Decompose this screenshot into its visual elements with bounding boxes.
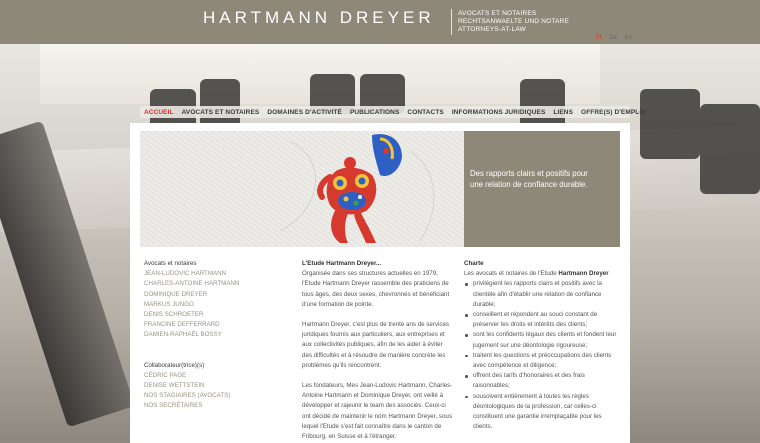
nav-accueil[interactable]: ACCUEIL: [144, 108, 174, 116]
person-link[interactable]: MARKUS JUNGO: [144, 300, 194, 308]
charte-item: offrent des tarifs d'honoraires et des frais raisonnables;: [464, 371, 620, 391]
person-link[interactable]: DENIS SCHROETER: [144, 311, 204, 319]
tagline-line: ATTORNEYS-AT-LAW: [458, 26, 526, 33]
charte-list: [464, 279, 620, 432]
background-chair: [700, 104, 760, 194]
person-link[interactable]: FRANCINE DEFFERRARD: [144, 321, 220, 329]
collaborator-link[interactable]: DENISE WETTSTEIN: [144, 382, 205, 390]
lang-de-link[interactable]: De: [609, 35, 617, 41]
etude-column: [302, 259, 454, 443]
collaborators-heading: Collaborateur(trice)(s): [144, 361, 205, 369]
site-logo[interactable]: HARTMANN DREYER: [203, 8, 435, 27]
hero-sculpture-image: [140, 131, 464, 247]
person-link[interactable]: DOMINIQUE DREYER: [144, 290, 208, 298]
charte-heading: Charte: [464, 260, 484, 267]
tagline-line: RECHTSANWAELTE UND NOTARE: [458, 18, 570, 25]
hero-tagline: Des rapports clairs et positifs pour une relation de confiance durable.: [470, 169, 588, 189]
nav-avocats-notaires[interactable]: AVOCATS ET NOTAIRES: [181, 108, 260, 116]
charte-column: [464, 259, 620, 432]
charte-item: sont les confidents légaux des clients et fondent leur jugement sur une déontologie rigoureuse;: [464, 330, 620, 350]
person-link[interactable]: CHARLES-ANTOINE HARTMANN: [144, 280, 240, 288]
nav-publications[interactable]: PUBLICATIONS: [349, 108, 400, 116]
charte-item: sousoivent entièrement à toutes les règles déontologiques de la profession, car celles-ci constituent une garantie irremplaçable pour les clients.: [464, 392, 620, 433]
lang-fr-link[interactable]: Fr: [596, 35, 602, 41]
nav-contacts[interactable]: CONTACTS: [407, 108, 444, 116]
nav-offres-emploi[interactable]: OFFRE(S) D'EMPLOI: [581, 108, 647, 116]
people-column: [144, 259, 274, 412]
etude-heading: L'Etude Hartmann Dreyer...: [302, 260, 382, 267]
collaborator-link[interactable]: NOS SECRÉTAIRES: [144, 402, 203, 410]
collaborator-link[interactable]: NOS STAGIAIRES (AVOCATS): [144, 392, 231, 400]
site-header: [0, 0, 760, 44]
nana-sculpture-illustration: [140, 131, 464, 247]
main-content: [130, 123, 630, 443]
language-switcher: [596, 35, 632, 41]
etude-paragraph: Hartmann Dreyer, c'est plus de trente ans de services juridiques fournis aux particuliers, aux entreprises et aux collectivités publiques, afin de les aider à éviter des difficultés et à résoudre de manière concrète les problèmes qu'ils rencontrent.: [302, 321, 449, 369]
nav-domaines-activite[interactable]: DOMAINES D'ACTIVITÉ: [267, 108, 342, 116]
lang-separator: |: [604, 35, 607, 41]
nav-informations-juridiques[interactable]: INFORMATIONS JURIDIQUES: [451, 108, 546, 116]
charte-item: conseillent et répondent au souci constant de préserver les droits et intérêts des clients;: [464, 310, 620, 330]
charte-intro-text: Les avocats et notaires de l'Etude: [464, 270, 559, 278]
etude-paragraph: Organisée dans ses structures actuelles en 1979, l'Etude Hartmann Dreyer rassemble des praticiens de tous âges, des deux sexes, chevronnés et bénéficiant d'une formation de pointe.: [302, 270, 450, 308]
collaborator-link[interactable]: CÉDRIC PAGE: [144, 371, 187, 379]
charte-intro: [464, 269, 620, 279]
person-link[interactable]: DAMIEN-RAPHAËL BOSSY: [144, 331, 222, 339]
logo-divider: [451, 9, 452, 35]
person-link[interactable]: JEAN-LUDOVIC HARTMANN: [144, 270, 227, 278]
background-chair: [640, 89, 700, 159]
lang-separator: |: [619, 35, 622, 41]
background-chair: [520, 79, 565, 129]
charte-item: privilégient les rapports clairs et positifs avec la clientèle afin d'établir une relation de confiance durable;: [464, 279, 620, 310]
nav-liens[interactable]: LIENS: [553, 108, 574, 116]
etude-paragraph: Les fondateurs, Mes Jean-Ludovic Hartmann, Charles-Antoine Hartmann et Dominique Dreyer, ont veillé à développer et rajeunir le team des associés. Ceux-ci ont décidé de maintenir le nom Hartmann Dreyer, sous lequel l'Etude s'est fait connaître dans le canton de Fribourg, en Suisse et à l'étranger.: [302, 382, 453, 441]
background-chair: [200, 79, 240, 129]
avocats-heading: Avocats et notaires: [144, 260, 197, 267]
charte-item: traitent les questions et préoccupations des clients avec compétence et diligence;: [464, 351, 620, 371]
charte-intro-firm: Hartmann Dreyer: [558, 270, 609, 278]
lang-en-link[interactable]: En: [624, 35, 632, 41]
site-tagline: [458, 10, 569, 34]
tagline-line: AVOCATS ET NOTAIRES: [458, 10, 537, 17]
spacer: [144, 341, 274, 361]
main-nav: [140, 106, 647, 118]
